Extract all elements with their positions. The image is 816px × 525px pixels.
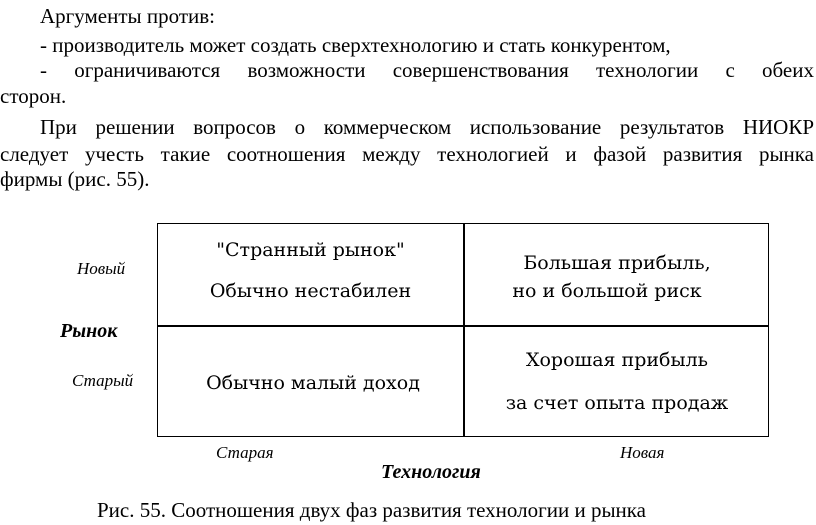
bullet-item: - производитель может создать сверхтехнологию и стать конкурентом, bbox=[40, 33, 671, 57]
x-axis-label-new: Новая bbox=[620, 443, 665, 462]
bullet-item: - ограничиваются возможности совершенствования технологии с обеих bbox=[40, 58, 814, 82]
paragraph-line: следует учесть такие соотношения между технологией и фазой развития рынка bbox=[0, 142, 814, 166]
figure-caption: Рис. 55. Соотношения двух фаз развития технологии и рынка bbox=[97, 498, 647, 522]
x-axis-label-old: Старая bbox=[216, 443, 274, 462]
heading-arguments-against: Аргументы против: bbox=[40, 4, 216, 28]
matrix-grid bbox=[157, 223, 769, 437]
cell-top-left-line2: Обычно нестабилен bbox=[209, 280, 412, 302]
bullet-item-continuation: сторон. bbox=[0, 84, 67, 108]
cell-bottom-right-line2: за счет опыта продаж bbox=[505, 392, 729, 414]
paragraph-line: При решении вопросов о коммерческом использование результатов НИОКР bbox=[40, 115, 814, 139]
cell-top-right-line2: но и большой риск bbox=[512, 280, 702, 302]
matrix-vertical-divider bbox=[463, 224, 465, 436]
cell-bottom-left: Обычно малый доход bbox=[206, 372, 420, 394]
x-axis-title: Технология bbox=[381, 461, 481, 483]
paragraph-line: фирмы (рис. 55). bbox=[0, 167, 150, 191]
y-axis-label-old: Старый bbox=[72, 371, 134, 390]
y-axis-title: Рынок bbox=[60, 320, 118, 342]
cell-bottom-right-line1: Хорошая прибыль bbox=[525, 349, 709, 371]
matrix-horizontal-divider bbox=[158, 325, 768, 327]
y-axis-label-new: Новый bbox=[77, 259, 126, 278]
cell-top-right-line1: Большая прибыль, bbox=[523, 252, 711, 274]
cell-top-left-line1: "Странный рынок" bbox=[216, 239, 405, 261]
